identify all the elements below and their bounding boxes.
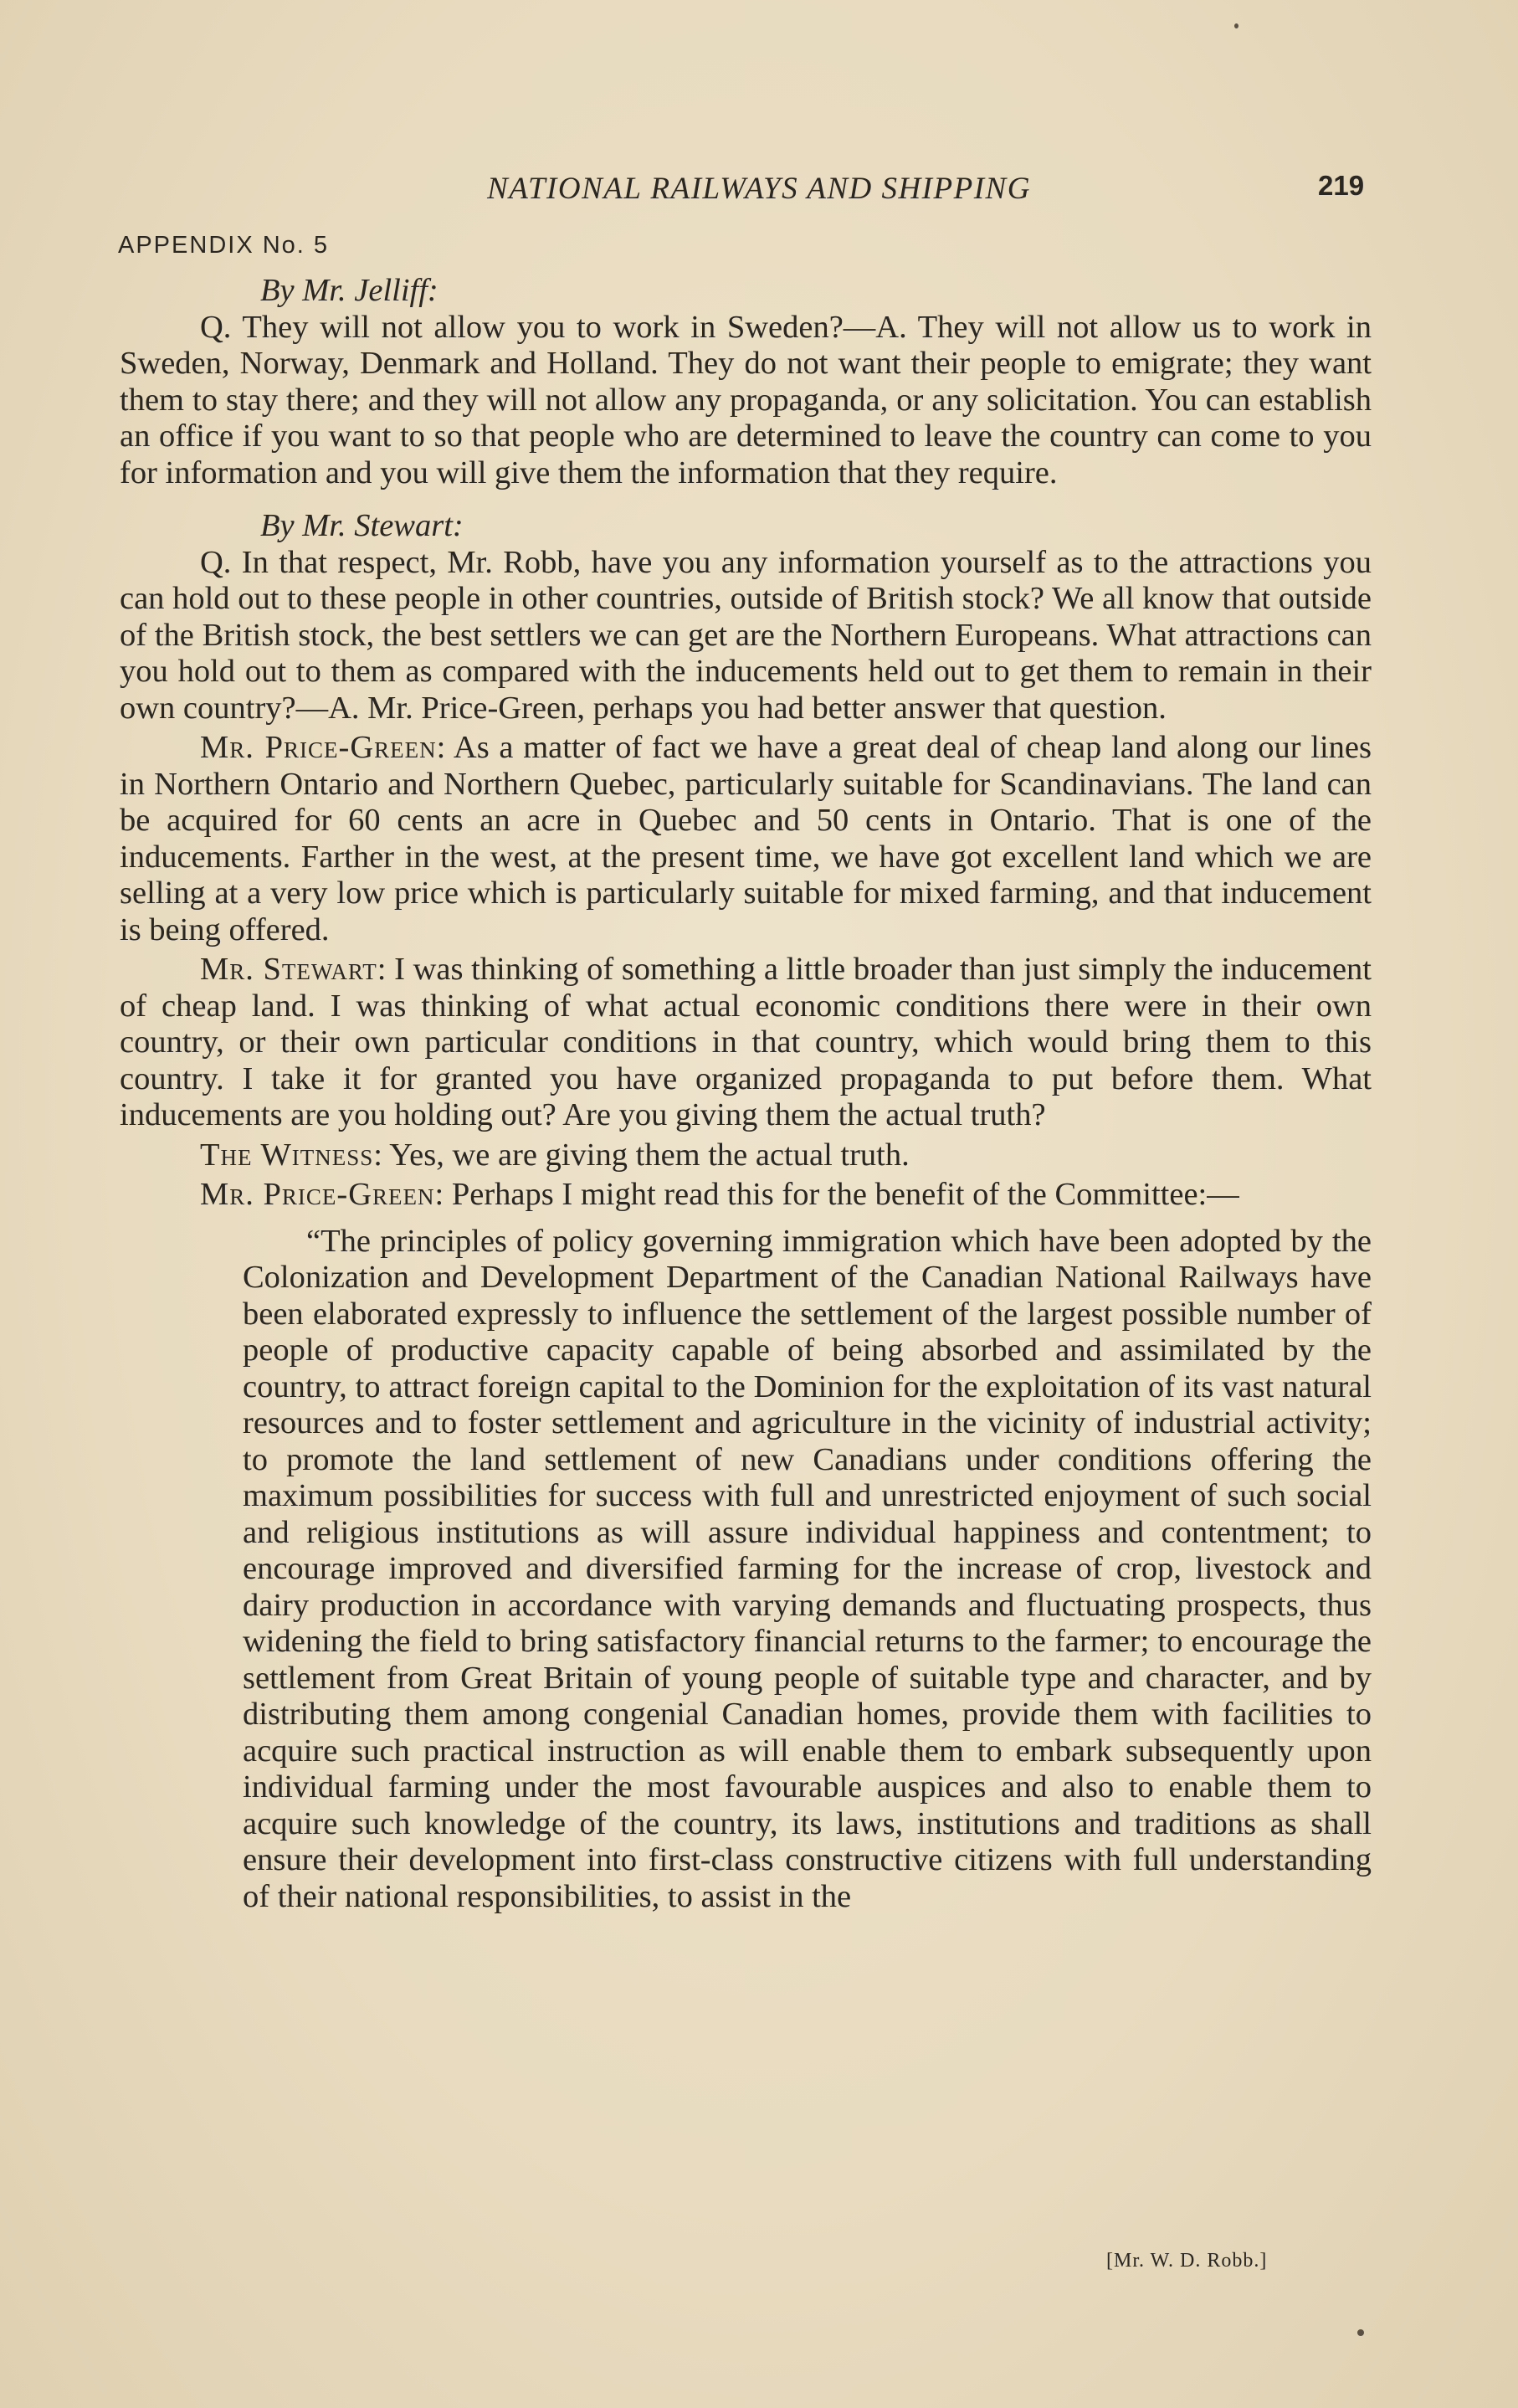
question-attractions-paragraph: Q. In that respect, Mr. Robb, have you any information yourself as to the attractions you can hold out to these people in other countries, outside of British stock? We all know that outside of the British stock, the best settlers we can get are the Northern Europeans. What attractions can you hold out to them as compared with the inducements held out to get them to remain in their own country?—A. Mr. Price-Green, perhaps you had better answer that question. [120,544,1372,726]
page-number: 219 [1318,170,1365,201]
question-sweden-paragraph: Q. They will not allow you to work in Sweden?—A. They will not allow us to work in Sweden, Norway, Denmark and Holland. They do not want their people to emigrate; they want them to stay there; and they will not allow any propaganda, or any solicitation. You can establish an office if you want to so that people who are determined to leave the country can come to you for information and you will give them the information that they require. [120,309,1372,490]
speech-text: : Yes, we are giving them the actual truth. [373,1137,910,1173]
stewart-remark-paragraph [120,952,1372,1134]
running-title: NATIONAL RAILWAYS AND SHIPPING [487,172,1031,206]
price-green-read-paragraph [120,1177,1372,1214]
speaker-name: Mr. Price-Green [200,730,437,765]
speech-text: : Perhaps I might read this for the benefit of the Committee:— [434,1177,1239,1212]
witness-tag: [Mr. W. D. Robb.] [1106,2250,1268,2272]
speaker-name: Mr. Price-Green [200,1177,435,1212]
policy-quotation: “The principles of policy governing immigration which have been adopted by the Colonization and Development Department of the Canadian National Railways have been elaborated expressly to influence the settlement of the largest possible number of people of productive capacity capable of being absorbed and assimilated by the country, to attract foreign capital to the Dominion for the exploitation of its vast natural resources and to foster settlement and agriculture in the vicinity of industrial activity; to promote the land settlement of new Canadians under conditions offering the maximum possibilities for success with full and unrestricted enjoyment of such social and religious institutions as will assure individual happiness and contentment; to encourage improved and diversified farming for the increase of crop, livestock and dairy production in accordance with varying demands and fluctuating prospects, thus widening the field to bring satisfactory financial returns to the farmer; to encourage the settlement from Great Britain of young people of suitable type and character, and by distributing them among congenial Canadian homes, provide them with facilities to acquire such practical instruction as will enable them to embark subsequently upon individual farming under the most favourable auspices and also to enable them to acquire such knowledge of the country, its laws, institutions and traditions as shall ensure their development into first-class constructive citizens with full understanding of their national responsibilities, to assist in the [243,1223,1372,1914]
speech-text: : As a matter of fact we have a great deal of cheap land along our lines in Northern Ontario and Northern Quebec, particularly suitable for Scandinavians. The land can be acquired for 60 cents an acre in Quebec and 50 cents in Ontario. That is one of the inducements. Farther in the west, at the present time, we have got excellent land which we are selling at a very low price which is particularly suitable for mixed farming, and that inducement is being offered. [120,730,1372,947]
examiner-heading-stewart: By Mr. Stewart: [260,508,464,543]
speech-text: : I was thinking of something a little broader than just simply the inducement of cheap land. I was thinking of what actual economic conditions there were in their own country, or their own particular conditions in that country, which would bring them to this country. I take it for granted you have organized propaganda to put before them. What inducements are you holding out? Are you giving them the actual truth? [120,952,1372,1132]
speaker-name: The Witness [200,1137,374,1173]
ink-speck [1357,2329,1364,2336]
speaker-name: Mr. Stewart [200,952,377,987]
examiner-heading-jelliff: By Mr. Jelliff: [260,273,438,308]
ink-speck [1234,23,1239,28]
body-text [120,273,1372,1915]
appendix-label: APPENDIX No. 5 [118,232,330,259]
price-green-answer-paragraph [120,730,1372,948]
witness-reply-paragraph [120,1137,1372,1174]
